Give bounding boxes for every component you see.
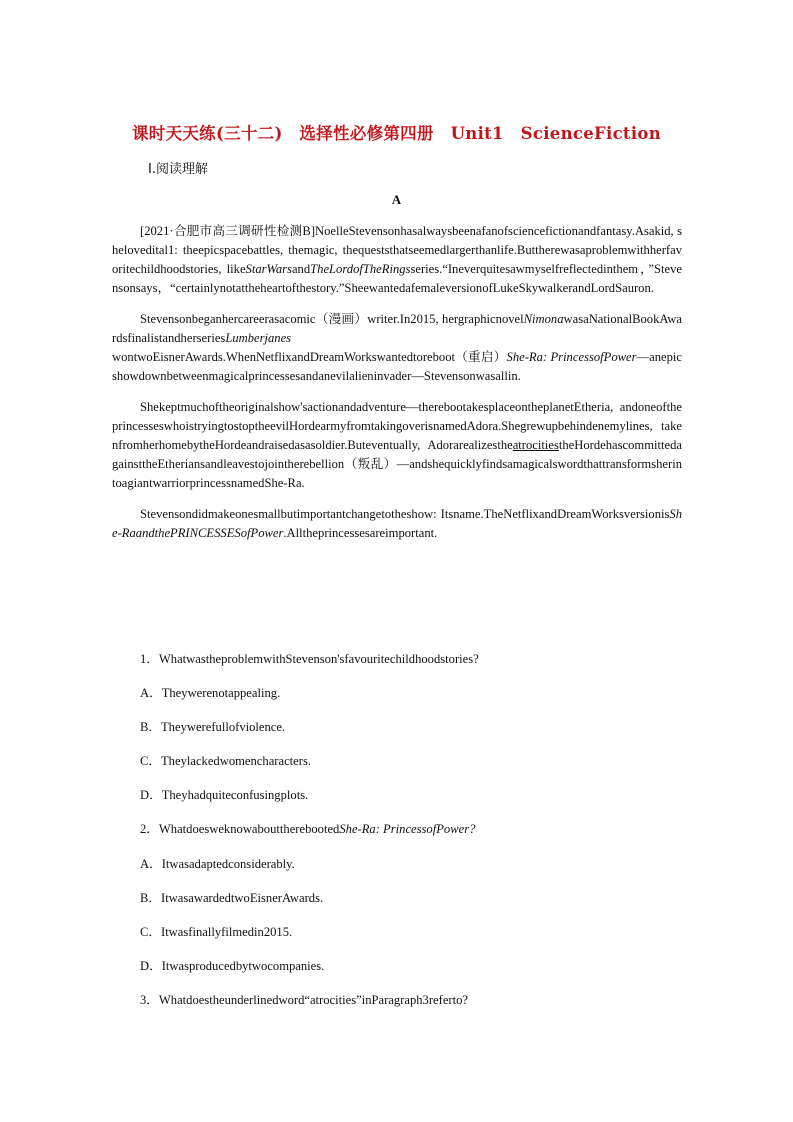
section-heading: Ⅰ.阅读理解	[148, 162, 208, 177]
title-lord-of-rings: TheLordofTheRings	[310, 262, 411, 276]
page-title: 课时天天练(三十二) 选择性必修第四册 Unit1 ScienceFiction	[131, 124, 662, 143]
paragraph-1: [2021·合肥市高三调研性检测B]NoelleStevensonhasalwaysbeenafanofsciencefictionandfantasy.Asakid, shelovedital1: theepicspacebattles, themagic, thequeststhatseemedlargerthanlife.Buttherewasaproblemwithherfavoritechildhoodstories, likeStarWarsandTheLordofTheRingsseries.“Ineverquitesawmyselfreflectedinthem，”Stevensonsays，“certainlynotattheheartofthestory.”SheewantedafemaleversionofLukeSkywalkerandLordSauron.	[112, 224, 682, 295]
q1-option-d[interactable]: D．Theyhadquiteconfusingplots.	[140, 788, 309, 802]
q1-option-a[interactable]: A．Theywerenotappealing.	[140, 686, 281, 700]
q1-option-b[interactable]: B．Theywerefullofviolence.	[140, 720, 286, 734]
paragraph-4: Stevensondidmakeonesmallbutimportantchangetotheshow: Itsname.TheNetflixandDreamWorksversionisShe-RaandthePRINCESSESofPower.Alltheprincessesareimportant.	[112, 507, 682, 540]
question-1-stem: 1．WhatwastheproblemwithStevenson'sfavouritechildhoodstories?	[140, 652, 479, 666]
title-lumberjanes: Lumberjanes	[225, 331, 292, 345]
title-nimona: Nimona	[523, 312, 564, 326]
title-star-wars: StarWars	[245, 262, 292, 276]
q2-option-d[interactable]: D．Itwasproducedbytwocompanies.	[140, 959, 325, 973]
title-she-ra-princesses: She-RaandthePRINCESSESofPower	[112, 507, 682, 540]
paragraph-2: Stevensonbeganhercareerasacomic（漫画）writer.In2015, hergraphicnovelNimonawasaNationalBookAwardsfinalistandherseriesLumberjaneswontwoEisnerAwards.WhenNetflixandDreamWorkswantedtoreboot（重启）She-Ra: PrincessofPower—anepicshowdownbetweenmagicalprincessesandanevilalieninvader—Stevensonwasallin.	[112, 312, 682, 383]
q2-option-b[interactable]: B．ItwasawardedtwoEisnerAwards.	[140, 891, 324, 905]
title-she-ra: She-Ra: PrincessofPower	[506, 350, 637, 364]
question-3-stem: 3．Whatdoestheunderlinedword“atrocities”inParagraph3referto?	[140, 993, 468, 1007]
passage-body	[112, 222, 682, 555]
question-2-stem: 2．WhatdoesweknowabouttherebootedShe-Ra: PrincessofPower?	[140, 822, 476, 836]
passage-label: A	[391, 192, 402, 207]
q2-option-c[interactable]: C．Itwasfinallyfilmedin2015.	[140, 925, 293, 939]
paragraph-3: Shekeptmuchoftheoriginalshow'sactionandadventure—therebootakesplaceontheplanetEtheria, andoneoftheprincesseswhoistryingtostoptheevilHordearmyfromtakingoverisnamedAdora.Shegrewupbehindenemylines, takenfromherhomebytheHordeandraisedasasoldier.Buteventually, AdorarealizestheatrocitiestheHordehascommittedagainsttheEtheriansandleavestojointherebellion（叛乱）—andshequicklyfindsamagicalswordthattransformsherintoagiantwarriorprincessnamedShe-Ra.	[112, 400, 682, 490]
underlined-word: atrocities	[512, 438, 559, 452]
q1-option-c[interactable]: C．Theylackedwomencharacters.	[140, 754, 311, 768]
source-citation: [2021·合肥市高三调研性检测B]	[140, 224, 316, 238]
q2-option-a[interactable]: A．Itwasadaptedconsiderably.	[140, 857, 295, 871]
